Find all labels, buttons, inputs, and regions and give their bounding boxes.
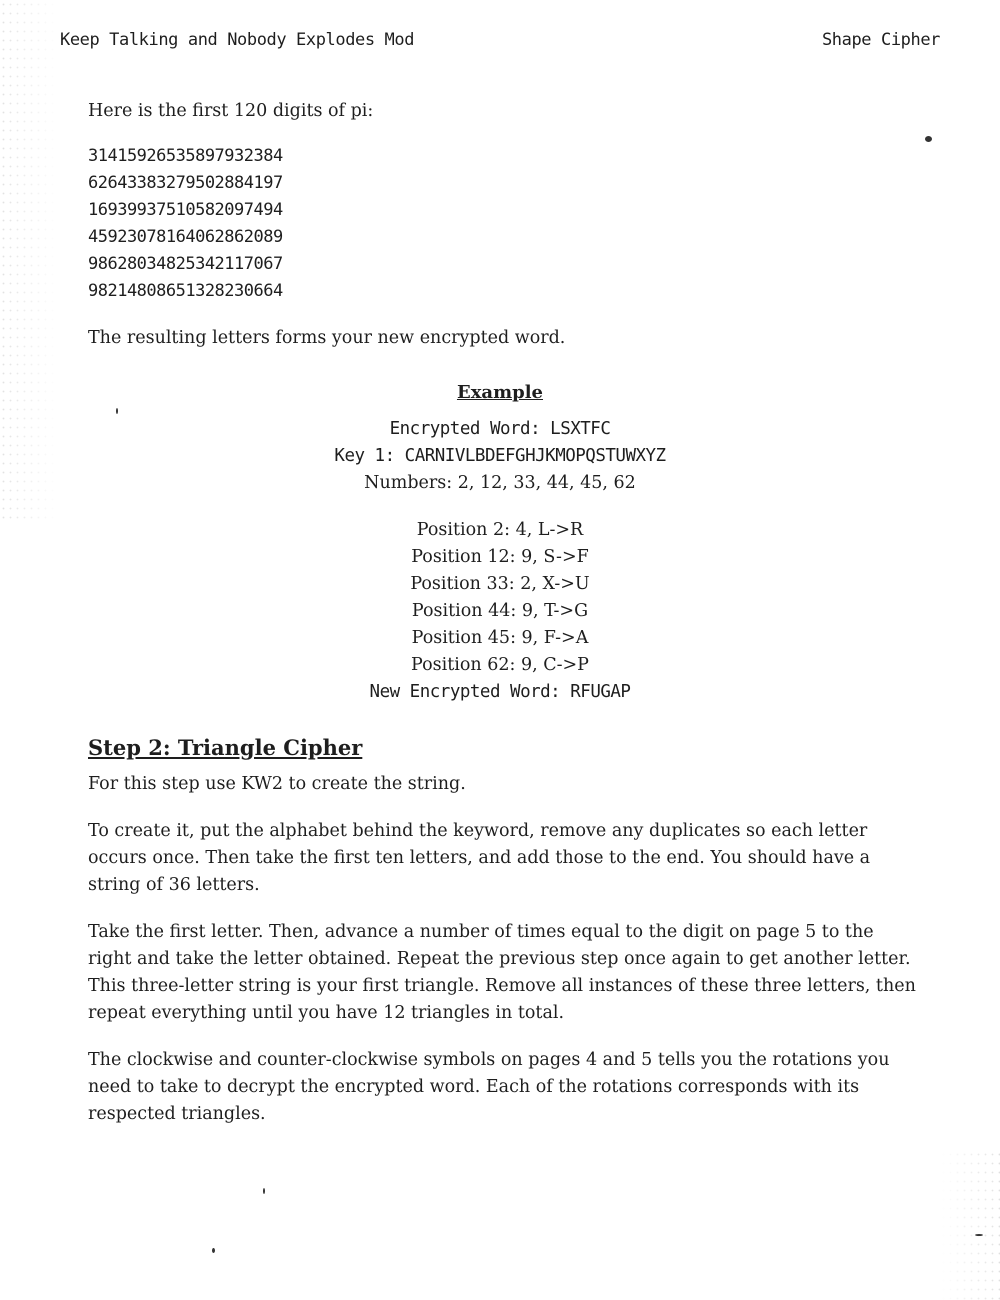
example-numbers: Numbers: 2, 12, 33, 44, 45, 62 [364, 473, 636, 493]
step2-paragraph: For this step use KW2 to create the string. [88, 774, 466, 794]
ink-spot [212, 1248, 215, 1253]
example-position-line: Position 33: 2, X->U [410, 574, 590, 594]
step2-paragraph: Take the first letter. Then, advance a number of times equal to the digit on page 5 to the right and take the letter obtained. Repeat the previous step once again to get another letter. This three-letter string is your first triangle. Remove all instances of these three letters, then repeat everything until you have 12 triangles in total. [88, 922, 916, 1023]
paper-speckle-bottom-right [940, 1150, 1000, 1300]
step2-paragraph: To create it, put the alphabet behind the keyword, remove any duplicates so each letter occurs once. Then take the first ten letters, and add those to the end. You should have a string of 36 letters. [88, 821, 871, 895]
pi-digit-line: 62643383279502884197 [88, 173, 283, 193]
example-new-word: New Encrypted Word: RFUGAP [369, 682, 631, 702]
pi-digits-block [88, 143, 918, 305]
example-position-line: Position 45: 9, F->A [411, 628, 589, 648]
paper-speckle-left [0, 0, 60, 520]
page-content [88, 98, 918, 1148]
example-position-line: Position 62: 9, C->P [411, 655, 589, 675]
pi-digit-line: 31415926535897932384 [88, 146, 283, 166]
ink-spot [263, 1188, 265, 1194]
page-header [60, 30, 940, 54]
example-heading: Example [456, 382, 544, 403]
ink-spot [975, 1234, 983, 1236]
step2-heading: Step 2: Triangle Cipher [88, 735, 363, 760]
result-text: The resulting letters forms your new encrypted word. [88, 328, 566, 348]
pi-digit-line: 98214808651328230664 [88, 281, 283, 301]
example-block [88, 379, 912, 706]
pi-digit-line: 16939937510582097494 [88, 200, 283, 220]
example-position-line: Position 2: 4, L->R [416, 520, 584, 540]
example-position-line: Position 12: 9, S->F [411, 547, 589, 567]
pi-digit-line: 98628034825342117067 [88, 254, 283, 274]
pi-digit-line: 45923078164062862089 [88, 227, 283, 247]
step2-paragraph: The clockwise and counter-clockwise symbols on pages 4 and 5 tells you the rotations you need to take to decrypt the encrypted word. Each of the rotations corresponds with its respected triangles. [88, 1050, 890, 1124]
example-position-line: Position 44: 9, T->G [411, 601, 589, 621]
ink-spot [925, 136, 932, 142]
header-mod-title: Keep Talking and Nobody Explodes Mod [60, 30, 415, 50]
header-section-title: Shape Cipher [821, 30, 940, 50]
example-key1: Key 1: CARNIVLBDEFGHJKMOPQSTUWXYZ [334, 446, 666, 466]
pi-intro-text: Here is the first 120 digits of pi: [88, 101, 374, 121]
example-encrypted-word: Encrypted Word: LSXTFC [389, 419, 611, 439]
